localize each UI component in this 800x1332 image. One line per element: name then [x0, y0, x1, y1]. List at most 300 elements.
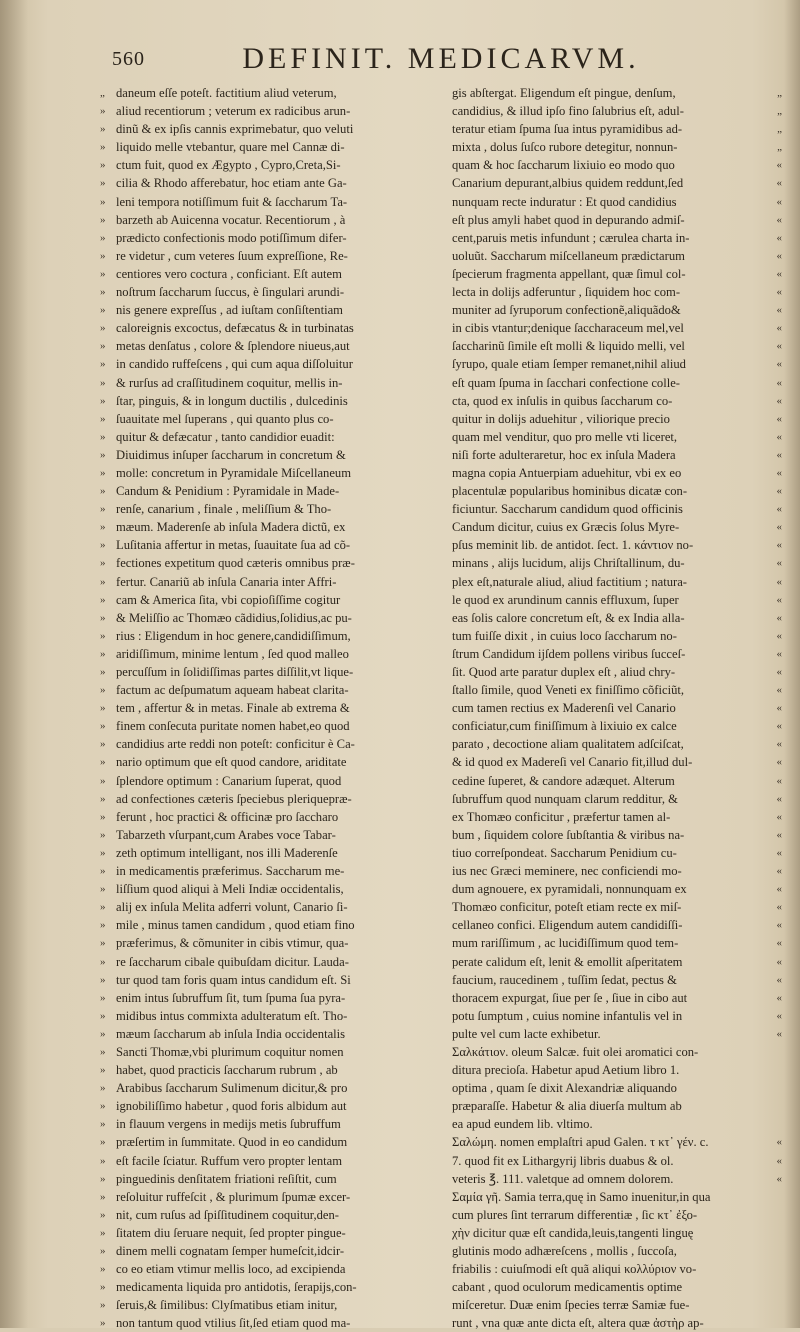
line-text: aridiſſimum, minime lentum , ſed quod malleo [116, 646, 349, 661]
line-text: mile , minus tamen candidum , quod etiam fino [116, 918, 355, 933]
quotation-mark: « [776, 448, 782, 461]
text-line [100, 482, 442, 500]
line-text: enim intus ſubruffum ſit, tum ſpuma ſua pyra- [116, 990, 346, 1005]
text-line [100, 193, 442, 211]
text-line [452, 536, 782, 554]
quotation-mark: » [100, 738, 106, 751]
quotation-mark: » [100, 720, 106, 733]
text-line [100, 554, 442, 572]
quotation-mark: « [776, 865, 782, 878]
line-text: Canarium depurant,albius quidem reddunt,ſed [452, 176, 684, 191]
line-text: ſtallo ſimile, quod Veneti ex finiſſimo cõficiũt, [452, 683, 685, 698]
text-line [452, 971, 782, 989]
line-text: in cibis vtantur;denique ſaccharaceum mel,vel [452, 321, 684, 336]
text-line [100, 1296, 442, 1314]
quotation-mark: « [776, 611, 782, 624]
line-text: friabilis : cuiuſmodi eſt quã aliqui κολλύριον vo- [452, 1262, 697, 1277]
text-line [452, 554, 782, 572]
line-text: teratur etiam ſpuma ſua intus pyramidibus ad- [452, 122, 683, 137]
quotation-mark: « [776, 810, 782, 823]
text-line [452, 428, 782, 446]
quotation-mark: » [100, 774, 106, 787]
quotation-mark: „ [777, 123, 782, 136]
text-line [100, 337, 442, 355]
text-line [100, 283, 442, 301]
text-line [100, 844, 442, 862]
text-line [452, 1025, 782, 1043]
text-line [452, 337, 782, 355]
text-line [452, 374, 782, 392]
text-line [100, 772, 442, 790]
line-text: leni tempora notiſſimum fuit & ſaccharum Ta- [116, 194, 348, 209]
text-line [452, 193, 782, 211]
text-line [452, 627, 782, 645]
text-line [452, 1242, 782, 1260]
line-text: dum agnouere, ex pyramidali, nonnunquam ex [452, 882, 687, 897]
quotation-mark: « [776, 177, 782, 190]
line-text: ctum fuit, quod ex Ægypto , Cypro,Creta,Si- [116, 158, 341, 173]
text-line [452, 392, 782, 410]
quotation-mark: « [776, 991, 782, 1004]
text-line [100, 1170, 442, 1188]
quotation-mark: » [100, 412, 106, 425]
line-text: χὴν dicitur quæ eſt candida,leuis,tangenti linguę [452, 1225, 694, 1240]
line-text: midibus intus commixta adulteratum eſt. Tho- [116, 1008, 348, 1023]
text-line [100, 1206, 442, 1224]
text-line [452, 591, 782, 609]
text-line [452, 265, 782, 283]
quotation-mark: « [776, 738, 782, 751]
text-line [100, 880, 442, 898]
text-line [100, 265, 442, 283]
quotation-mark: « [776, 684, 782, 697]
quotation-mark: « [776, 846, 782, 859]
text-line [452, 989, 782, 1007]
text-line [452, 645, 782, 663]
text-line [100, 410, 442, 428]
line-text: cum plures ſint terrarum differentiæ , ſic κτ᾽ ἐξο- [452, 1207, 698, 1222]
text-line [100, 428, 442, 446]
line-text: muniter ad ſyruporum confectionẽ,aliquãdo& [452, 303, 681, 318]
text-line [100, 355, 442, 373]
line-text: niſi forte adulteraretur, hoc ex inſula Madera [452, 447, 676, 462]
quotation-mark: » [100, 647, 106, 660]
quotation-mark: « [776, 466, 782, 479]
line-text: dinũ & ex ipſis cannis exprimebatur, quo veluti [116, 122, 354, 137]
quotation-mark: » [100, 846, 106, 859]
quotation-mark: « [776, 195, 782, 208]
quotation-mark: » [100, 448, 106, 461]
line-text: ſitatem diu ſeruare nequit, ſed propter pingue- [116, 1225, 346, 1240]
line-text: quitur & defæcatur , tanto candidior euadit: [116, 429, 335, 444]
line-text: candidius, & illud ipſo fino ſalubrius eſt, adul- [452, 104, 684, 119]
line-text: ficiuntur. Saccharum candidum quod officinis [452, 502, 683, 517]
text-line [452, 1097, 782, 1115]
text-line [452, 609, 782, 627]
text-line [452, 518, 782, 536]
text-line [452, 1007, 782, 1025]
line-text: præparaſſe. Habetur & alia diuerſa multum ab [452, 1099, 682, 1114]
text-line [452, 753, 782, 771]
line-text: eſt quam ſpuma in ſacchari confectione colle- [452, 375, 680, 390]
text-line [100, 1043, 442, 1061]
text-line [452, 790, 782, 808]
text-line [452, 1043, 782, 1061]
line-text: re videtur , cum veteres ſuum expreſſione, Re- [116, 248, 348, 263]
text-line [452, 1224, 782, 1242]
gutter-shadow [0, 0, 28, 1328]
quotation-mark: » [100, 213, 106, 226]
quotation-mark: » [100, 466, 106, 479]
text-line [100, 627, 442, 645]
text-line [100, 862, 442, 880]
line-text: co eo etiam vtimur mellis loco, ad excipienda [116, 1262, 346, 1277]
quotation-mark: « [776, 720, 782, 733]
line-text: perate calidum eſt, lenit & emollit aſperitatem [452, 954, 683, 969]
line-text: thoracem expurgat, ſiue per ſe , ſiue in cibo aut [452, 990, 688, 1005]
line-text: ſeruis,& ſimilibus: Clyſmatibus etiam initur, [116, 1298, 338, 1313]
line-text: præſertim in ſummitate. Quod in eo candidum [116, 1135, 348, 1150]
line-text: tem , affertur & in metas. Finale ab extrema & [116, 701, 350, 716]
line-text: cent,paruis metis infundunt ; cærulea charta in- [452, 230, 690, 245]
line-text: fertur. Canariũ ab inſula Canaria inter Affri- [116, 574, 337, 589]
quotation-mark: » [100, 1118, 106, 1131]
text-line [100, 971, 442, 989]
line-text: præferimus, & cõmuniter in cibis vtimur, qua- [116, 936, 349, 951]
line-text: conficiatur,cum finiſſimum à lixiuio ex calce [452, 719, 677, 734]
text-line [100, 229, 442, 247]
quotation-mark: « [776, 647, 782, 660]
line-text: glutinis modo adhæreſcens , mollis , ſuccoſa, [452, 1244, 677, 1258]
text-line [452, 717, 782, 735]
line-text: ex Thomæo conficitur , præfertur tamen al- [452, 809, 671, 824]
line-text: ſubruffum quod nunquam clarum redditur, & [452, 791, 678, 806]
line-text: optima , quam ſe dixit Alexandriæ aliquando [452, 1081, 677, 1096]
text-line [452, 211, 782, 229]
quotation-mark: » [100, 919, 106, 932]
line-text: prædicto confectionis modo potiſſimum difer- [116, 230, 347, 245]
quotation-mark: « [776, 1009, 782, 1022]
quotation-mark: » [100, 1190, 106, 1203]
quotation-mark: « [776, 1154, 782, 1167]
quotation-mark: » [100, 756, 106, 769]
quotation-mark: » [100, 195, 106, 208]
line-text: rius : Eligendum in hoc genere,candidiſſimum, [116, 628, 351, 643]
text-line [100, 934, 442, 952]
text-line [100, 1242, 442, 1260]
line-text: bum , ſiquidem colore ſubſtantia & viribus na- [452, 827, 685, 842]
text-line [100, 645, 442, 663]
quotation-mark: » [100, 901, 106, 914]
line-text: nis genere expreſſus , ad iuſtam conſiſtentiam [116, 303, 343, 318]
running-title: DEFINIT. MEDICARVM. [242, 42, 640, 75]
quotation-mark: » [100, 1045, 106, 1058]
line-text: nario optimum que eſt quod candore, ariditate [116, 755, 347, 770]
text-line [452, 808, 782, 826]
quotation-mark: « [776, 955, 782, 968]
text-line [452, 1296, 782, 1314]
text-line [100, 916, 442, 934]
line-text: Candum & Penidium : Pyramidale in Made- [116, 484, 340, 499]
quotation-mark: » [100, 267, 106, 280]
quotation-mark: » [100, 1009, 106, 1022]
quotation-mark: » [100, 629, 106, 642]
line-text: ſyrupo, quale etiam ſemper remanet,nihil aliud [452, 357, 686, 372]
line-text: parato , decoctione aliam qualitatem adſciſcat, [452, 737, 684, 752]
text-line [100, 102, 442, 120]
quotation-mark: « [776, 973, 782, 986]
line-text: mæum ſaccharum ab inſula India occidentalis [116, 1026, 346, 1041]
quotation-mark: « [776, 575, 782, 588]
quotation-mark: » [100, 955, 106, 968]
quotation-mark: « [776, 231, 782, 244]
quotation-mark: « [776, 792, 782, 805]
text-line [452, 156, 782, 174]
quotation-mark: » [100, 304, 106, 317]
text-line [100, 953, 442, 971]
quotation-mark: » [100, 1154, 106, 1167]
text-line [452, 464, 782, 482]
line-text: ſplendore optimum : Canarium ſuperat, quod [116, 773, 342, 788]
text-line [452, 1079, 782, 1097]
quotation-mark: « [776, 1172, 782, 1185]
text-line [452, 663, 782, 681]
line-text: ditura precioſa. Habetur apud Aetium libro 1. [452, 1063, 680, 1078]
text-line [100, 1097, 442, 1115]
line-text: in medicamentis præferimus. Saccharum me- [116, 864, 345, 879]
quotation-mark: » [100, 1100, 106, 1113]
line-text: & id quod ex Madereſi vel Canario fit,illud dul- [452, 755, 693, 770]
quotation-mark: « [776, 322, 782, 335]
quotation-mark: » [100, 611, 106, 624]
quotation-mark: « [776, 666, 782, 678]
quotation-mark: » [100, 1226, 106, 1239]
text-line [452, 138, 782, 156]
line-text: Σαλκάτιον. oleum Salcæ. fuit olei aromatici con- [452, 1044, 699, 1059]
text-line [452, 102, 782, 120]
quotation-mark: » [100, 792, 106, 805]
right-text-column [452, 84, 782, 1332]
text-line [452, 934, 782, 952]
line-text: ad confectiones cæteris ſpeciebus pleriquepræ- [116, 791, 352, 806]
line-text: mæum. Maderenſe ab inſula Madera dictũ, ex [116, 520, 346, 535]
text-line [100, 138, 442, 156]
line-text: quitur in dolijs aduehitur , viliorique precio [452, 411, 670, 426]
line-text: ſtar, pinguis, & in longum ductilis , dulcedinis [116, 393, 348, 408]
quotation-mark: » [100, 684, 106, 697]
line-text: cam & America ſita, vbi copioſiſſime cogitur [116, 592, 341, 607]
text-line [100, 536, 442, 554]
quotation-mark: « [776, 304, 782, 317]
line-text: pſus meminit lib. de antidot. ſect. 1. κάντιον no- [452, 538, 694, 553]
text-line [452, 319, 782, 337]
quotation-mark: » [100, 521, 106, 534]
text-line [452, 898, 782, 916]
quotation-mark: « [776, 828, 782, 841]
text-line [100, 735, 442, 753]
text-line [452, 772, 782, 790]
text-line [452, 1278, 782, 1296]
text-line [100, 663, 442, 681]
quotation-mark: « [776, 213, 782, 226]
text-line [100, 1188, 442, 1206]
quotation-mark: » [100, 937, 106, 950]
line-text: cta, quod ex inſulis in quibus ſaccharum co- [452, 393, 673, 408]
line-text: Luſitania affertur in metas, ſuauitate ſua ad cõ- [116, 538, 351, 553]
text-line [452, 681, 782, 699]
text-line [100, 247, 442, 265]
quotation-mark: » [100, 539, 106, 552]
quotation-mark: » [100, 340, 106, 353]
line-text: 7. quod fit ex Lithargyrij libris duabus & ol. [452, 1153, 674, 1168]
text-line [452, 283, 782, 301]
text-line [100, 319, 442, 337]
quotation-mark: » [100, 1281, 106, 1294]
quotation-mark: » [100, 358, 106, 371]
line-text: ſtrum Candidum ijſdem pollens viribus ſucceſ- [452, 646, 686, 661]
text-line [452, 953, 782, 971]
quotation-mark: « [776, 883, 782, 896]
line-text: alij ex inſula Melita adferri volunt, Canario ſi- [116, 900, 348, 915]
edge-shadow [784, 0, 800, 1328]
text-line [452, 1115, 782, 1133]
text-line [100, 518, 442, 536]
text-line [100, 1152, 442, 1170]
line-text: quam mel venditur, quo pro melle vti liceret, [452, 429, 678, 444]
text-line [100, 1007, 442, 1025]
line-text: in candido ruffeſcens , qui cum aqua diſſoluitur [116, 357, 353, 372]
line-text: lecta in dolijs adferuntur , ſiquidem hoc com- [452, 285, 681, 300]
text-line [100, 1278, 442, 1296]
quotation-mark: » [100, 503, 106, 516]
text-line [452, 174, 782, 192]
line-text: renſe, canarium , finale , meliſſium & Tho- [116, 502, 332, 517]
line-text: plex eſt,naturale aliud, aliud factitium ; natura- [452, 574, 687, 589]
text-line [100, 1025, 442, 1043]
quotation-mark: « [776, 756, 782, 769]
text-line [452, 301, 782, 319]
line-text: re ſaccharum cibale quibuſdam dicitur. Lauda- [116, 954, 349, 969]
text-line [452, 1170, 782, 1188]
line-text: barzeth ab Auicenna vocatur. Recentiorum , à [116, 212, 346, 227]
quotation-mark: » [100, 1245, 106, 1257]
line-text: Sancti Thomæ,vbi plurimum coquitur nomen [116, 1044, 344, 1059]
line-text: Σαμία γῆ. Samia terra,quę in Samo inuenitur,in qua [452, 1189, 711, 1204]
line-text: habet, quod practicis ſaccharum rubrum , ab [116, 1063, 338, 1078]
page-number: 560 [112, 48, 145, 70]
quotation-mark: „ [777, 87, 782, 99]
line-text: ſaccharinũ ſimile eſt molli & liquido melli, vel [452, 339, 685, 354]
quotation-mark: « [776, 286, 782, 299]
text-line [100, 717, 442, 735]
line-text: medicamenta liquida pro antidotis, ſerapijs,con- [116, 1280, 357, 1295]
text-line [100, 1061, 442, 1079]
line-text: ius nec Græci meminere, nec conficiendi mo- [452, 864, 682, 879]
quotation-mark: « [776, 503, 782, 516]
quotation-mark: « [776, 901, 782, 914]
line-text: & Meliſſio ac Thomæo cãdidius,ſolidius,ac pu- [116, 610, 352, 625]
line-text: aliud recentiorum ; veterum ex radicibus arun- [116, 104, 351, 119]
text-line [452, 844, 782, 862]
line-text: eſt facile ſciatur. Ruffum vero propter lentam [116, 1153, 343, 1168]
quotation-mark: » [100, 1299, 106, 1312]
quotation-mark: « [776, 430, 782, 443]
quotation-mark: « [776, 593, 782, 606]
left-text-column [100, 84, 442, 1332]
line-text: ea apud eundem lib. vltimo. [452, 1117, 593, 1132]
line-text: percuſſum in ſolidiſſimas partes diſſilit,vt lique- [116, 665, 354, 679]
line-text: Diuidimus inſuper ſaccharum in concretum & [116, 447, 346, 462]
line-text: caloreignis excoctus, defæcatus & in turbinatas [116, 321, 354, 336]
line-text: quam & hoc ſaccharum lixiuio eo modo quo [452, 158, 675, 173]
text-line [100, 591, 442, 609]
text-line [100, 374, 442, 392]
quotation-mark: « [776, 774, 782, 787]
text-line [100, 573, 442, 591]
text-line [100, 446, 442, 464]
text-line [100, 1224, 442, 1242]
text-line [452, 482, 782, 500]
quotation-mark: » [100, 231, 106, 244]
line-text: eſt plus amyli habet quod in depurando admiſ- [452, 212, 685, 227]
quotation-mark: » [100, 1208, 106, 1221]
line-text: mum rariſſimum , ac luciđiſſimum quod tem- [452, 936, 679, 951]
quotation-mark: » [100, 159, 106, 172]
text-line [100, 174, 442, 192]
line-text: in flauum vergens in medijs metis ſubruffum [116, 1117, 341, 1132]
text-line [100, 898, 442, 916]
quotation-mark: » [100, 141, 106, 154]
text-line [100, 392, 442, 410]
quotation-mark: » [100, 828, 106, 841]
quotation-mark: » [100, 1027, 106, 1040]
line-text: factum ac deſpumatum aqueam habeat clarita- [116, 683, 349, 698]
text-line [100, 156, 442, 174]
text-line [100, 211, 442, 229]
line-text: mixta , dolus ſuſco rubore detegitur, nonnun- [452, 140, 678, 155]
line-text: cabant , quod oculorum medicamentis optime [452, 1280, 683, 1295]
quotation-mark: « [776, 539, 782, 552]
quotation-mark: » [100, 575, 106, 588]
quotation-mark: » [100, 394, 106, 407]
line-text: ſit. Quod arte paratur duplex eſt , aliud chry- [452, 665, 676, 679]
line-text: magna copia Antuerpiam aduehitur, vbi ex eo [452, 465, 682, 480]
line-text: placentulæ popularibus hominibus dicatæ con- [452, 484, 688, 499]
text-line [100, 989, 442, 1007]
quotation-mark: » [100, 1136, 106, 1149]
line-text: ferunt , hoc practici & officinæ pro ſaccharo [116, 809, 339, 824]
quotation-mark: « [776, 919, 782, 932]
quotation-mark: « [776, 159, 782, 172]
quotation-mark: „ [100, 87, 105, 99]
line-text: ſuauitate mel ſuperans , qui quanto plus co- [116, 411, 334, 426]
line-text: ſpecierum fragmenta appellant, quæ ſimul col- [452, 266, 686, 281]
line-text: nunquam recte induratur : Et quod candidius [452, 194, 677, 209]
quotation-mark: » [100, 1082, 106, 1095]
text-line [100, 1079, 442, 1097]
text-line [452, 247, 782, 265]
line-text: miſceretur. Duæ enim ſpecies terræ Samiæ fue- [452, 1298, 690, 1313]
line-text: cellaneo confici. Eligendum autem candidiſſi- [452, 918, 683, 933]
quotation-mark: » [100, 1263, 106, 1276]
quotation-mark: « [776, 267, 782, 280]
line-text: zeth optimum intelligant, nos illi Maderenſe [116, 845, 338, 860]
quotation-mark: » [100, 973, 106, 986]
quotation-mark: « [776, 412, 782, 425]
quotation-mark: „ [777, 105, 782, 118]
quotation-mark: « [776, 340, 782, 353]
text-line [452, 500, 782, 518]
